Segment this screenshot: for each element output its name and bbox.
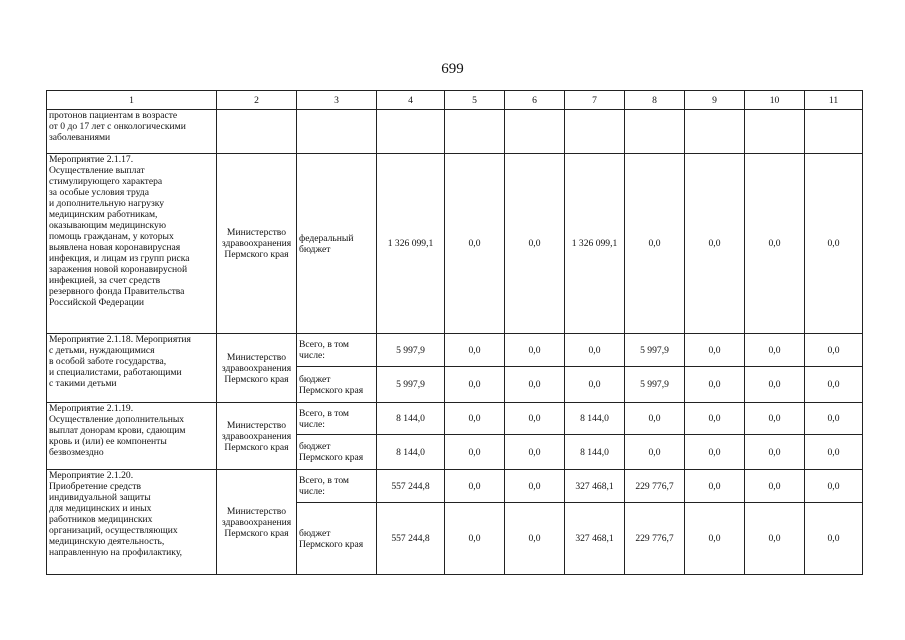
funding-source: Всего, в том числе: xyxy=(297,334,377,367)
value-cell-col-10: 0,0 xyxy=(745,367,805,403)
column-header-6: 6 xyxy=(505,91,565,110)
funding-source: федеральный бюджет xyxy=(297,154,377,334)
value-cell-col-9: 0,0 xyxy=(685,470,745,503)
value-cell-col-11: 0,0 xyxy=(805,367,863,403)
value-cell-col-6: 0,0 xyxy=(505,334,565,367)
table-row xyxy=(47,403,863,435)
table-body xyxy=(47,91,863,575)
value-cell-col-8: 5 997,9 xyxy=(625,367,685,403)
page-number: 699 xyxy=(441,61,464,77)
value-cell-col-9: 0,0 xyxy=(685,154,745,334)
value-cell-col-8: 229 776,7 xyxy=(625,470,685,503)
value-cell-col-4: 8 144,0 xyxy=(377,403,445,435)
value-cell-col-10: 0,0 xyxy=(745,154,805,334)
funding-source: бюджет Пермского края xyxy=(297,367,377,403)
value-cell-col-6: 0,0 xyxy=(505,470,565,503)
value-cell-col-8: 0,0 xyxy=(625,154,685,334)
value-cell-col-6: 0,0 xyxy=(505,403,565,435)
value-cell-col-7: 8 144,0 xyxy=(565,403,625,435)
value-cell-col-10: 0,0 xyxy=(745,435,805,470)
column-header-5: 5 xyxy=(445,91,505,110)
funding-source: бюджет Пермского края xyxy=(297,503,377,575)
empty-cell xyxy=(217,110,297,154)
value-cell-col-5: 0,0 xyxy=(445,403,505,435)
value-cell-col-11: 0,0 xyxy=(805,435,863,470)
value-cell-col-4: 557 244,8 xyxy=(377,470,445,503)
value-cell-col-6: 0,0 xyxy=(505,367,565,403)
event-executor: Министерство здравоохранения Пермского края xyxy=(217,470,297,575)
empty-cell xyxy=(685,110,745,154)
column-header-row xyxy=(47,91,863,110)
empty-cell xyxy=(445,110,505,154)
value-cell-col-7: 1 326 099,1 xyxy=(565,154,625,334)
value-cell-col-6: 0,0 xyxy=(505,435,565,470)
column-header-10: 10 xyxy=(745,91,805,110)
empty-cell xyxy=(297,110,377,154)
value-cell-col-8: 0,0 xyxy=(625,435,685,470)
value-cell-col-7: 327 468,1 xyxy=(565,503,625,575)
value-cell-col-8: 5 997,9 xyxy=(625,334,685,367)
value-cell-col-8: 229 776,7 xyxy=(625,503,685,575)
column-header-3: 3 xyxy=(297,91,377,110)
empty-cell xyxy=(625,110,685,154)
column-header-9: 9 xyxy=(685,91,745,110)
value-cell-col-9: 0,0 xyxy=(685,334,745,367)
value-cell-col-5: 0,0 xyxy=(445,470,505,503)
value-cell-col-9: 0,0 xyxy=(685,403,745,435)
continued-row xyxy=(47,110,863,154)
funding-source: бюджет Пермского края xyxy=(297,435,377,470)
value-cell-col-4: 557 244,8 xyxy=(377,503,445,575)
value-cell-col-7: 8 144,0 xyxy=(565,435,625,470)
value-cell-col-5: 0,0 xyxy=(445,503,505,575)
value-cell-col-7: 0,0 xyxy=(565,367,625,403)
column-header-7: 7 xyxy=(565,91,625,110)
value-cell-col-4: 5 997,9 xyxy=(377,334,445,367)
event-description: Мероприятие 2.1.18. Мероприятия с детьми, нуждающимися в особой заботе государства, и специалистами, работающими с такими детьми xyxy=(47,334,217,403)
value-cell-col-10: 0,0 xyxy=(745,334,805,367)
value-cell-col-4: 5 997,9 xyxy=(377,367,445,403)
empty-cell xyxy=(377,110,445,154)
value-cell-col-9: 0,0 xyxy=(685,435,745,470)
column-header-8: 8 xyxy=(625,91,685,110)
event-executor: Министерство здравоохранения Пермского края xyxy=(217,334,297,403)
table-row xyxy=(47,334,863,367)
value-cell-col-11: 0,0 xyxy=(805,470,863,503)
funding-source: Всего, в том числе: xyxy=(297,470,377,503)
event-executor: Министерство здравоохранения Пермского края xyxy=(217,154,297,334)
value-cell-col-5: 0,0 xyxy=(445,435,505,470)
value-cell-col-8: 0,0 xyxy=(625,403,685,435)
value-cell-col-10: 0,0 xyxy=(745,470,805,503)
event-description: Мероприятие 2.1.20. Приобретение средств индивидуальной защиты для медицинских и иных работников медицинских организаций, осуществляющих медицинскую деятельность, направленную на профилактику, xyxy=(47,470,217,575)
budget-table xyxy=(46,90,863,575)
event-executor: Министерство здравоохранения Пермского края xyxy=(217,403,297,470)
event-description: Мероприятие 2.1.19. Осуществление дополнительных выплат донорам крови, сдающим кровь и (или) ее компоненты безвозмездно xyxy=(47,403,217,470)
value-cell-col-5: 0,0 xyxy=(445,334,505,367)
empty-cell xyxy=(505,110,565,154)
value-cell-col-9: 0,0 xyxy=(685,503,745,575)
value-cell-col-10: 0,0 xyxy=(745,403,805,435)
funding-source: Всего, в том числе: xyxy=(297,403,377,435)
column-header-4: 4 xyxy=(377,91,445,110)
empty-cell xyxy=(565,110,625,154)
value-cell-col-6: 0,0 xyxy=(505,154,565,334)
value-cell-col-10: 0,0 xyxy=(745,503,805,575)
value-cell-col-4: 8 144,0 xyxy=(377,435,445,470)
table-row xyxy=(47,154,863,334)
value-cell-col-5: 0,0 xyxy=(445,154,505,334)
event-description: Мероприятие 2.1.17. Осуществление выплат стимулирующего характера за особые условия труда и дополнительную нагрузку медицинским работникам, оказывающим медицинскую помощь гражданам, у которых выявлена новая коронавирусная инфекция, и лицам из групп риска заражения новой коронавирусной инфекцией, за счет средств резервного фонда Правительства Российской Федерации xyxy=(47,154,217,334)
column-header-1: 1 xyxy=(47,91,217,110)
column-header-11: 11 xyxy=(805,91,863,110)
value-cell-col-4: 1 326 099,1 xyxy=(377,154,445,334)
continued-description: протонов пациентам в возрасте от 0 до 17 лет с онкологическими заболеваниями xyxy=(47,110,217,154)
empty-cell xyxy=(805,110,863,154)
empty-cell xyxy=(745,110,805,154)
value-cell-col-11: 0,0 xyxy=(805,334,863,367)
value-cell-col-7: 0,0 xyxy=(565,334,625,367)
value-cell-col-5: 0,0 xyxy=(445,367,505,403)
value-cell-col-11: 0,0 xyxy=(805,403,863,435)
table-row xyxy=(47,470,863,503)
value-cell-col-7: 327 468,1 xyxy=(565,470,625,503)
value-cell-col-11: 0,0 xyxy=(805,503,863,575)
value-cell-col-9: 0,0 xyxy=(685,367,745,403)
value-cell-col-6: 0,0 xyxy=(505,503,565,575)
column-header-2: 2 xyxy=(217,91,297,110)
value-cell-col-11: 0,0 xyxy=(805,154,863,334)
